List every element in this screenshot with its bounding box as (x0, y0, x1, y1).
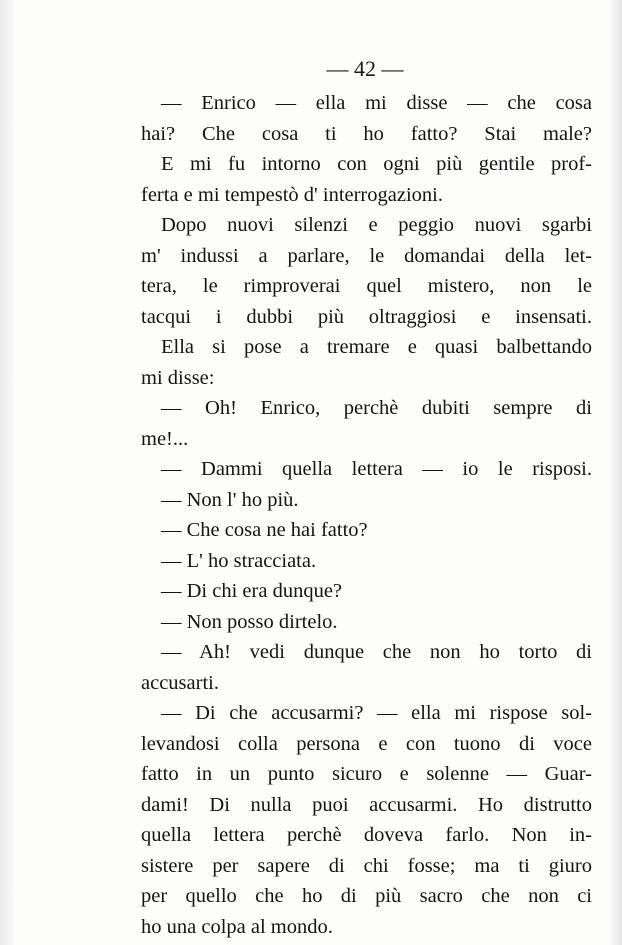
page-number: — 42 — (326, 56, 404, 81)
text-line: per quello che ho di più sacro che non ci (141, 885, 592, 907)
text-line: levandosi colla persona e con tuono di voce (141, 732, 592, 755)
text-line: mi disse: (141, 366, 215, 389)
text-line: — Di che accusarmi? — ella mi rispose sol- (161, 702, 592, 724)
page-edge-left (0, 0, 14, 945)
text-line: fatto in un punto sicuro e solenne — Guar- (141, 763, 592, 785)
text-line: — L' ho stracciata. (161, 549, 317, 572)
text-line: tacqui i dubbi più oltraggiosi e insensati. (141, 305, 592, 328)
text-line: Ella si pose a tremare e quasi balbettando (161, 336, 592, 358)
text-line: — Dammi quella lettera — io le risposi. (161, 458, 592, 480)
text-line: hai? Che cosa ti ho fatto? Stai male? (141, 122, 592, 145)
text-line: ferta e mi tempestò d' interrogazioni. (141, 183, 443, 206)
text-line: — Oh! Enrico, perchè dubiti sempre di (161, 397, 592, 419)
text-line: sistere per sapere di chi fosse; ma ti giuro (141, 854, 592, 877)
text-line: — Di chi era dunque? (161, 580, 343, 602)
text-line: — Ah! vedi dunque che non ho torto di (161, 641, 592, 663)
text-line: ho una colpa al mondo. (141, 915, 333, 938)
text-line: tera, le rimproverai quel mistero, non le (141, 275, 592, 297)
text-line: — Non posso dirtelo. (161, 610, 338, 633)
text-line: dami! Di nulla puoi accusarmi. Ho distrutto (141, 793, 592, 816)
text-line: Dopo nuovi silenzi e peggio nuovi sgarbi (161, 214, 592, 236)
text-line: E mi fu intorno con ogni più gentile prof- (161, 153, 592, 175)
text-line: quella lettera perchè doveva farlo. Non in- (141, 824, 592, 846)
text-line: — Non l' ho più. (161, 488, 299, 511)
text-line: me!... (141, 427, 189, 450)
page-text (141, 88, 592, 942)
text-line: m' indussi a parlare, le domandai della let- (141, 244, 592, 267)
page-edge-right (610, 0, 622, 945)
text-line: accusarti. (141, 671, 219, 694)
text-line: — Che cosa ne hai fatto? (161, 519, 368, 541)
text-line: — Enrico — ella mi disse — che cosa (161, 92, 592, 114)
